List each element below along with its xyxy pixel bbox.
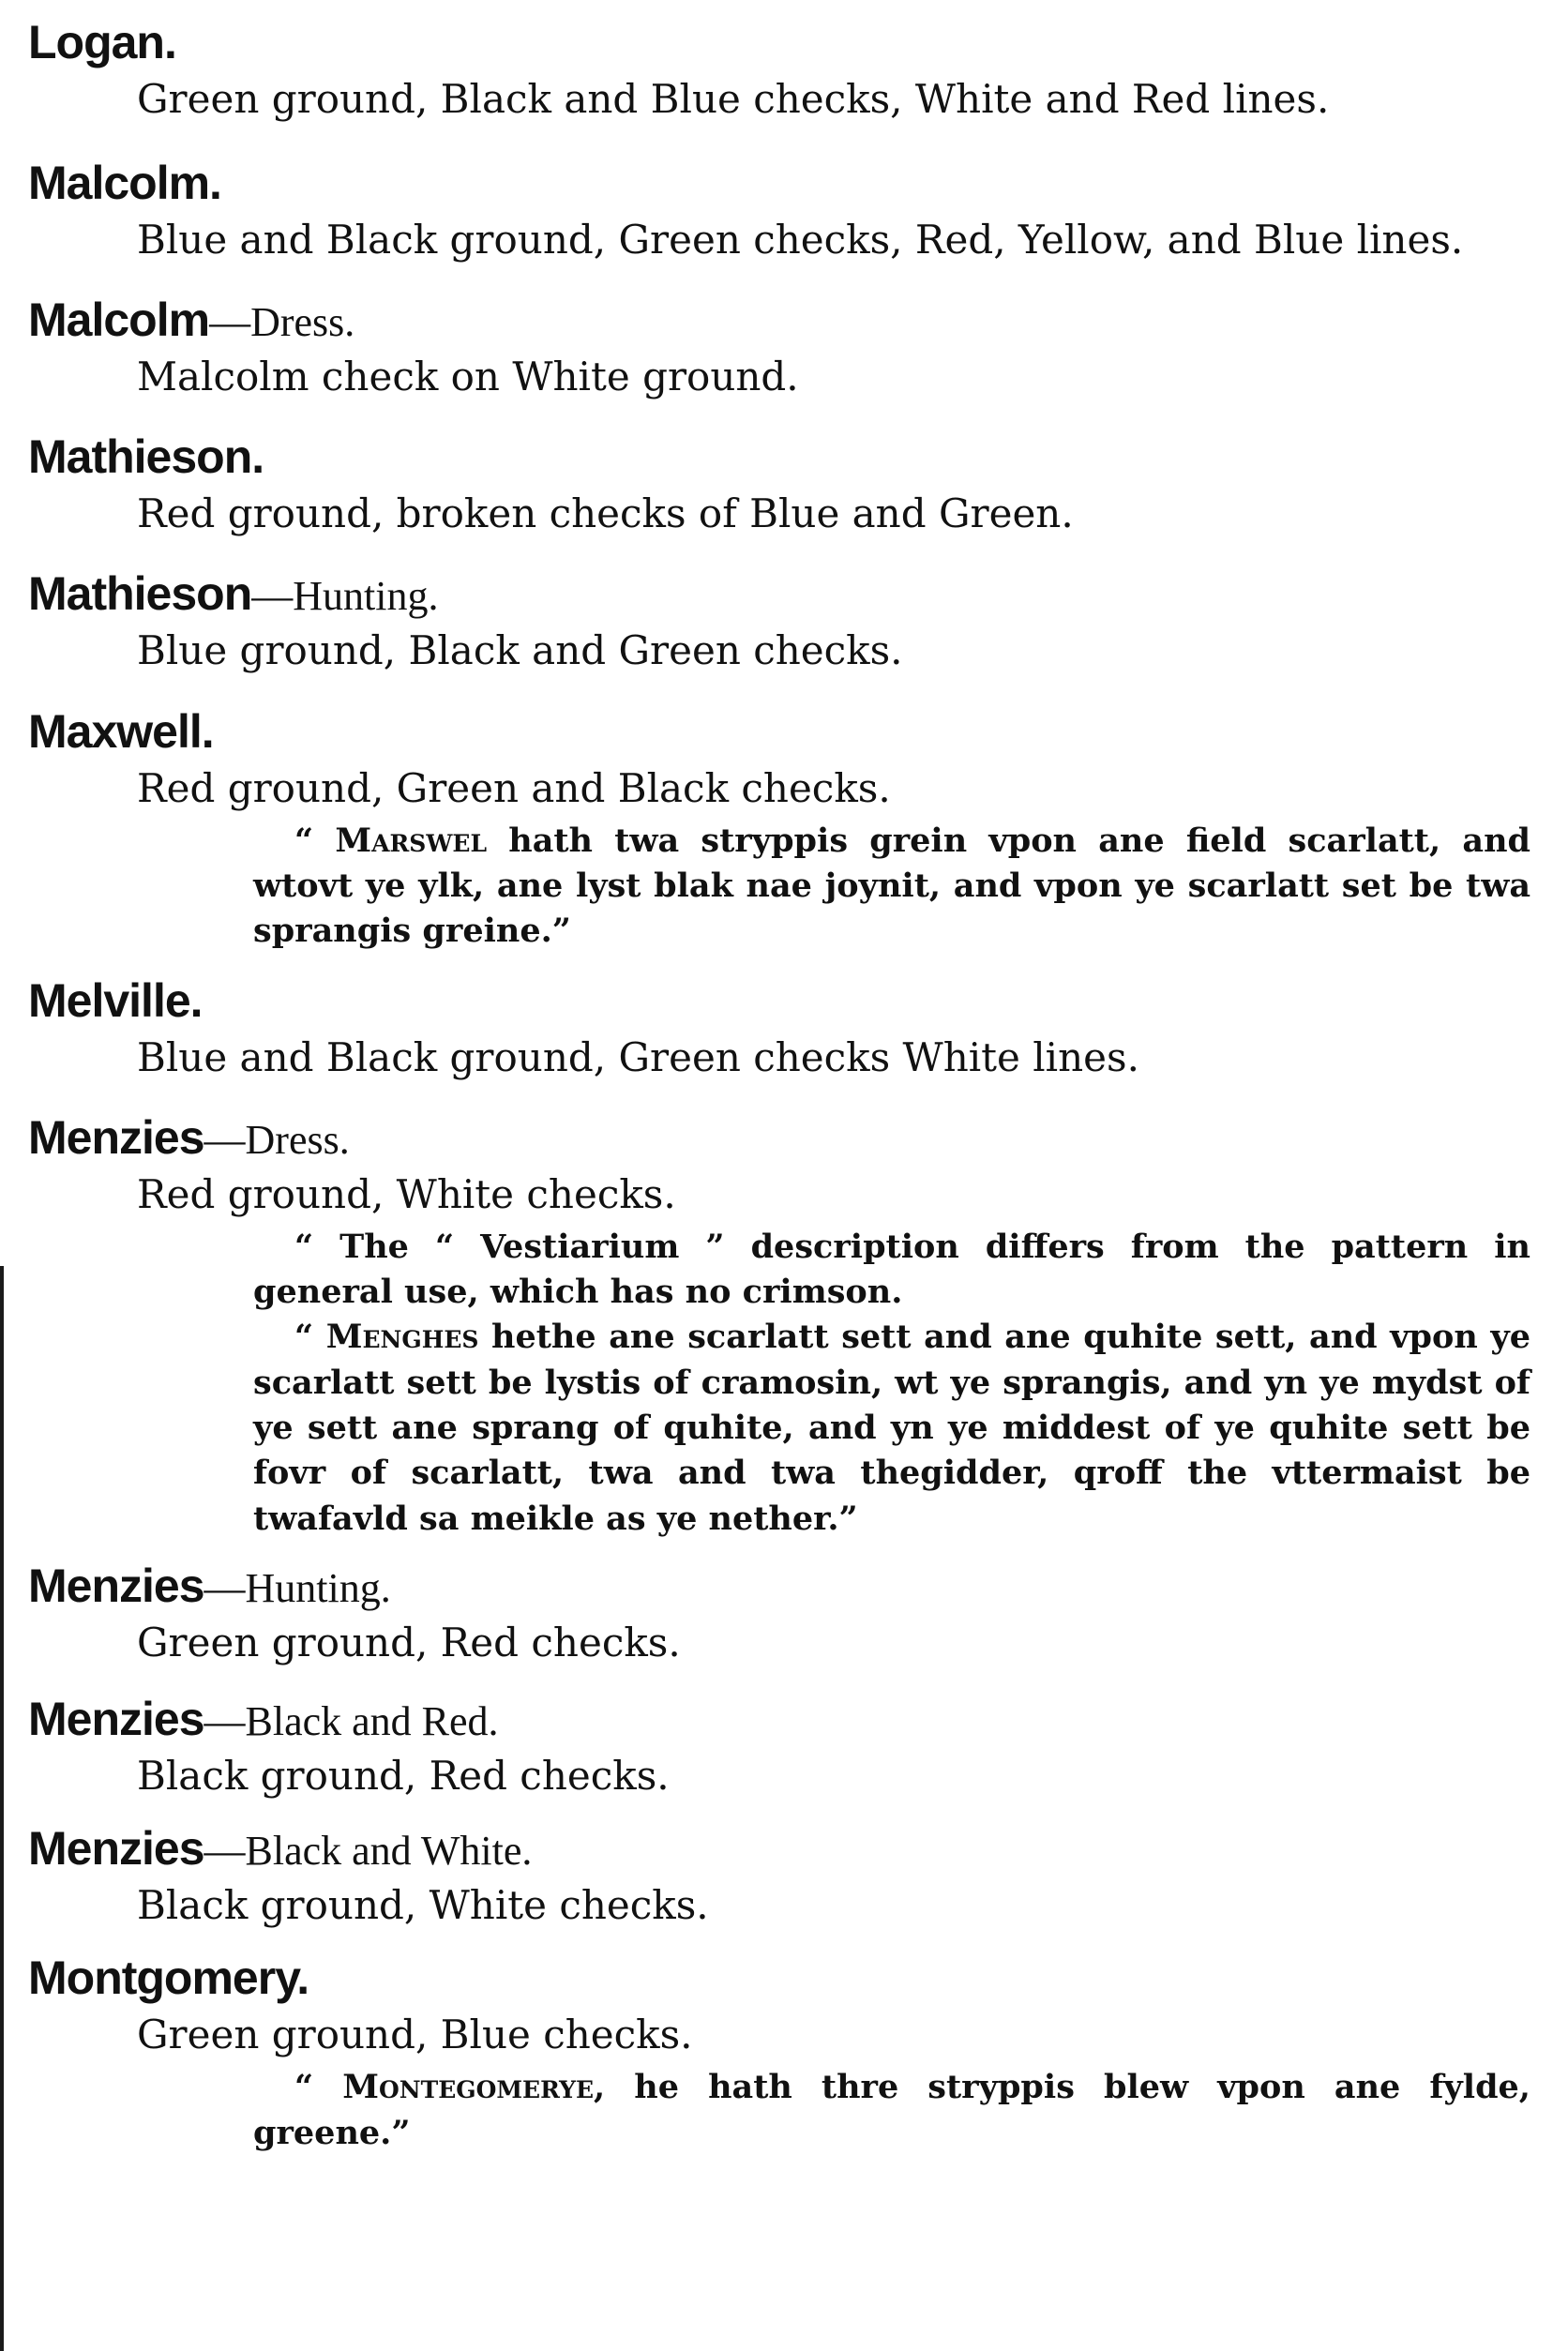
entry-mathieson-hunting [28,568,1530,677]
tartan-description: Blue and Black ground, Green checks White lines. [137,1033,1139,1080]
clan-variant: —Black and Red. [204,1697,499,1744]
entry-menzies-black-red [28,1694,1530,1802]
tartan-description: Red ground, White checks. [137,1170,676,1217]
tartan-description: Blue and Black ground, Green checks, Red, Yellow, and Blue lines. [137,217,1464,264]
clan-name: Menzies [28,1110,204,1164]
vestiarium-note [253,1225,1530,1316]
page-edge-rule [0,1266,4,2351]
clan-heading [28,294,1530,346]
tartan-description: Malcolm check on White ground. [137,354,799,400]
clan-variant: —Dress. [209,299,355,346]
vestiarium-quotes [253,1225,1530,1542]
tartan-description: Blue ground, Black and Green checks. [137,627,903,674]
clan-heading [28,1560,1530,1612]
tartan-description: Green ground, Black and Blue checks, White and Red lines. [137,76,1330,122]
entry-logan [28,17,1530,126]
quote-lead: Montegomerye [342,2068,595,2107]
entry-menzies-hunting [28,1560,1530,1669]
tartan-description: Green ground, Blue checks. [137,2012,693,2058]
clan-name: Melville. [28,973,203,1027]
clan-name: Menzies [28,1822,204,1876]
clan-heading [28,975,1530,1027]
clan-name: Mathieson. [28,430,264,484]
clan-name: Montgomery. [28,1952,309,2005]
vestiarium-quotes [253,819,1530,955]
clan-heading [28,568,1530,620]
entry-maxwell [28,706,1530,955]
quote-lead: Menghes [325,1318,479,1357]
clan-name: Maxwell. [28,704,214,758]
clan-name: Menzies [28,1692,204,1745]
clan-variant: —Hunting. [251,573,439,620]
entry-montgomery [28,1952,1530,2156]
clan-heading [28,17,1530,68]
vestiarium-quote [253,819,1530,955]
clan-heading [28,158,1530,209]
entry-malcolm [28,158,1530,266]
entry-menzies-black-white [28,1823,1530,1932]
tartan-description: Black ground, White checks. [137,1882,709,1929]
clan-variant: —Black and White. [204,1828,533,1875]
quote-lead: Marswel [335,821,488,860]
clan-name: Menzies [28,1559,204,1612]
entry-melville [28,975,1530,1084]
quote-text: “ The “ Vestiarium ” description differs from the pattern in general use, which has no crimson. [253,1227,1530,1312]
tartan-description: Red ground, broken checks of Blue and Green. [137,490,1074,537]
tartan-description: Black ground, Red checks. [137,1752,670,1799]
quote-open: “ [294,2068,343,2107]
entry-mathieson [28,431,1530,540]
quote-open: “ [294,1318,326,1357]
tartan-description: Red ground, Green and Black checks. [137,764,891,811]
quote-text: hath twa stryppis grein vpon ane field scarlatt, and wtovt ye ylk, ane lyst blak nae joynit, and vpon ye scarlatt set be twa sprangis greine.” [253,821,1530,951]
entry-malcolm-dress [28,294,1530,403]
clan-heading [28,431,1530,483]
clan-heading [28,1952,1530,2004]
quote-text: hethe ane scarlatt sett and ane quhite sett, and vpon ye scarlatt sett be lystis of cramosin, wt ye sprangis, and yn ye mydst of ye sett ane sprang of quhite, and yn ye middest of ye quhite sett be fovr of scarlatt, twa and twa thegidder, qroff the vttermaist be twafavld sa meikle as ye nether.” [253,1318,1530,1538]
quote-open: “ [294,821,336,860]
clan-heading [28,1694,1530,1745]
clan-name: Malcolm [28,294,210,347]
vestiarium-quote [253,2065,1530,2156]
clan-name: Logan. [28,16,176,68]
vestiarium-quotes [253,2065,1530,2156]
clan-name: Malcolm. [28,157,221,210]
quote-text: , he hath thre stryppis blew vpon ane fylde, greene.” [253,2068,1530,2152]
entry-menzies-dress [28,1112,1530,1542]
clan-variant: —Hunting. [204,1564,391,1611]
clan-heading [28,1823,1530,1875]
vestiarium-quote [253,1315,1530,1541]
clan-heading [28,706,1530,758]
clan-heading [28,1112,1530,1164]
tartan-description: Green ground, Red checks. [137,1619,681,1665]
clan-name: Mathieson [28,567,252,621]
clan-variant: —Dress. [204,1116,350,1163]
